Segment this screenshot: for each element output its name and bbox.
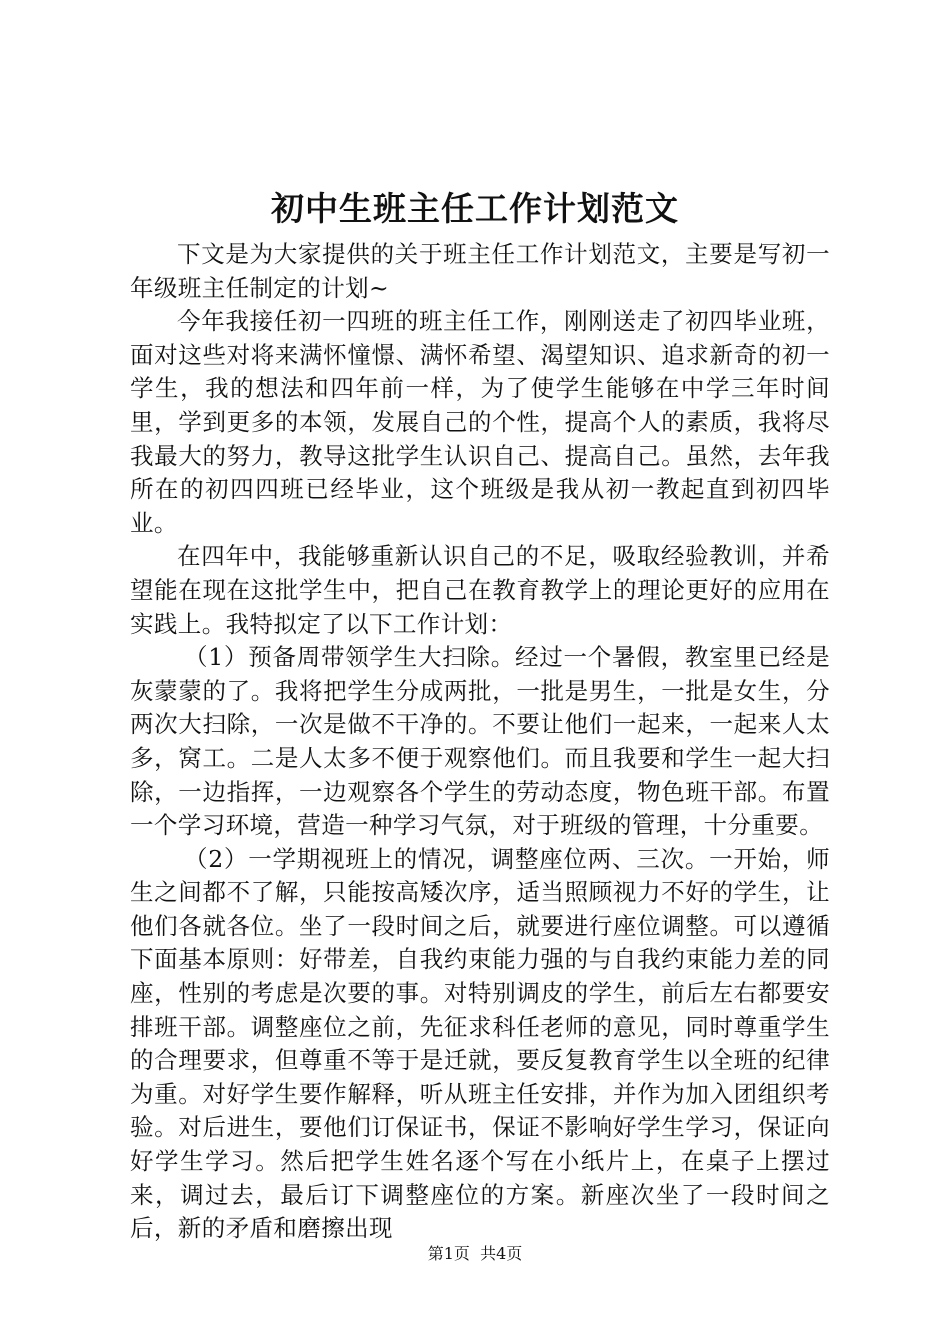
document-body <box>130 238 830 1246</box>
paragraph-background: 今年我接任初一四班的班主任工作，刚刚送走了初四毕业班，面对这些对将来满怀憧憬、满怀希望、渴望知识、追求新奇的初一学生，我的想法和四年前一样，为了使学生能够在中学三年时间里，学到更多的本领，发展自己的个性，提高个人的素质，我将尽我最大的努力，教导这批学生认识自己、提高自己。虽然，去年我所在的初四四班已经毕业，这个班级是我从初一教起直到初四毕业。 <box>130 307 830 537</box>
footer-spacer <box>470 1244 480 1263</box>
page-number: 第1页 <box>427 1244 470 1263</box>
paragraph-reflection: 在四年中，我能够重新认识自己的不足，吸取经验教训，并希望能在现在这批学生中，把自己在教育教学上的理论更好的应用在实践上。我特拟定了以下工作计划： <box>130 542 830 638</box>
page-footer <box>0 1243 950 1265</box>
document-title: 初中生班主任工作计划范文 <box>271 189 679 228</box>
paragraph-item-2: （2）一学期视班上的情况，调整座位两、三次。一开始，师生之间都不了解，只能按高矮次序，适当照顾视力不好的学生，让他们各就各位。坐了一段时间之后，就要进行座位调整。可以遵循下面基本原则：好带差，自我约束能力强的与自我约束能力差的同座，性别的考虑是次要的事。对特别调皮的学生，前后左右都要安排班干部。调整座位之前，先征求科任老师的意见，同时尊重学生的合理要求，但尊重不等于是迁就，要反复教育学生以全班的纪律为重。对好学生要作解释，听从班主任安排，并作为加入团组织考验。对后进生，要他们订保证书，保证不影响好学生学习，保证向好学生学习。然后把学生姓名逐个写在小纸片上，在桌子上摆过来，调过去，最后订下调整座位的方案。新座次坐了一段时间之后，新的矛盾和磨擦出现 <box>130 844 830 1243</box>
paragraph-intro: 下文是为大家提供的关于班主任工作计划范文，主要是写初一年级班主任制定的计划~ <box>130 240 830 302</box>
page-total: 共4页 <box>480 1244 523 1263</box>
paragraph-item-1: （1）预备周带领学生大扫除。经过一个暑假，教室里已经是灰蒙蒙的了。我将把学生分成两批，一批是男生，一批是女生，分两次大扫除，一次是做不干净的。不要让他们一起来，一起来人太多，窝工。二是人太多不便于观察他们。而且我要和学生一起大扫除，一边指挥，一边观察各个学生的劳动态度，物色班干部。布置一个学习环境，营造一种学习气氛，对于班级的管理，十分重要。 <box>130 643 830 840</box>
